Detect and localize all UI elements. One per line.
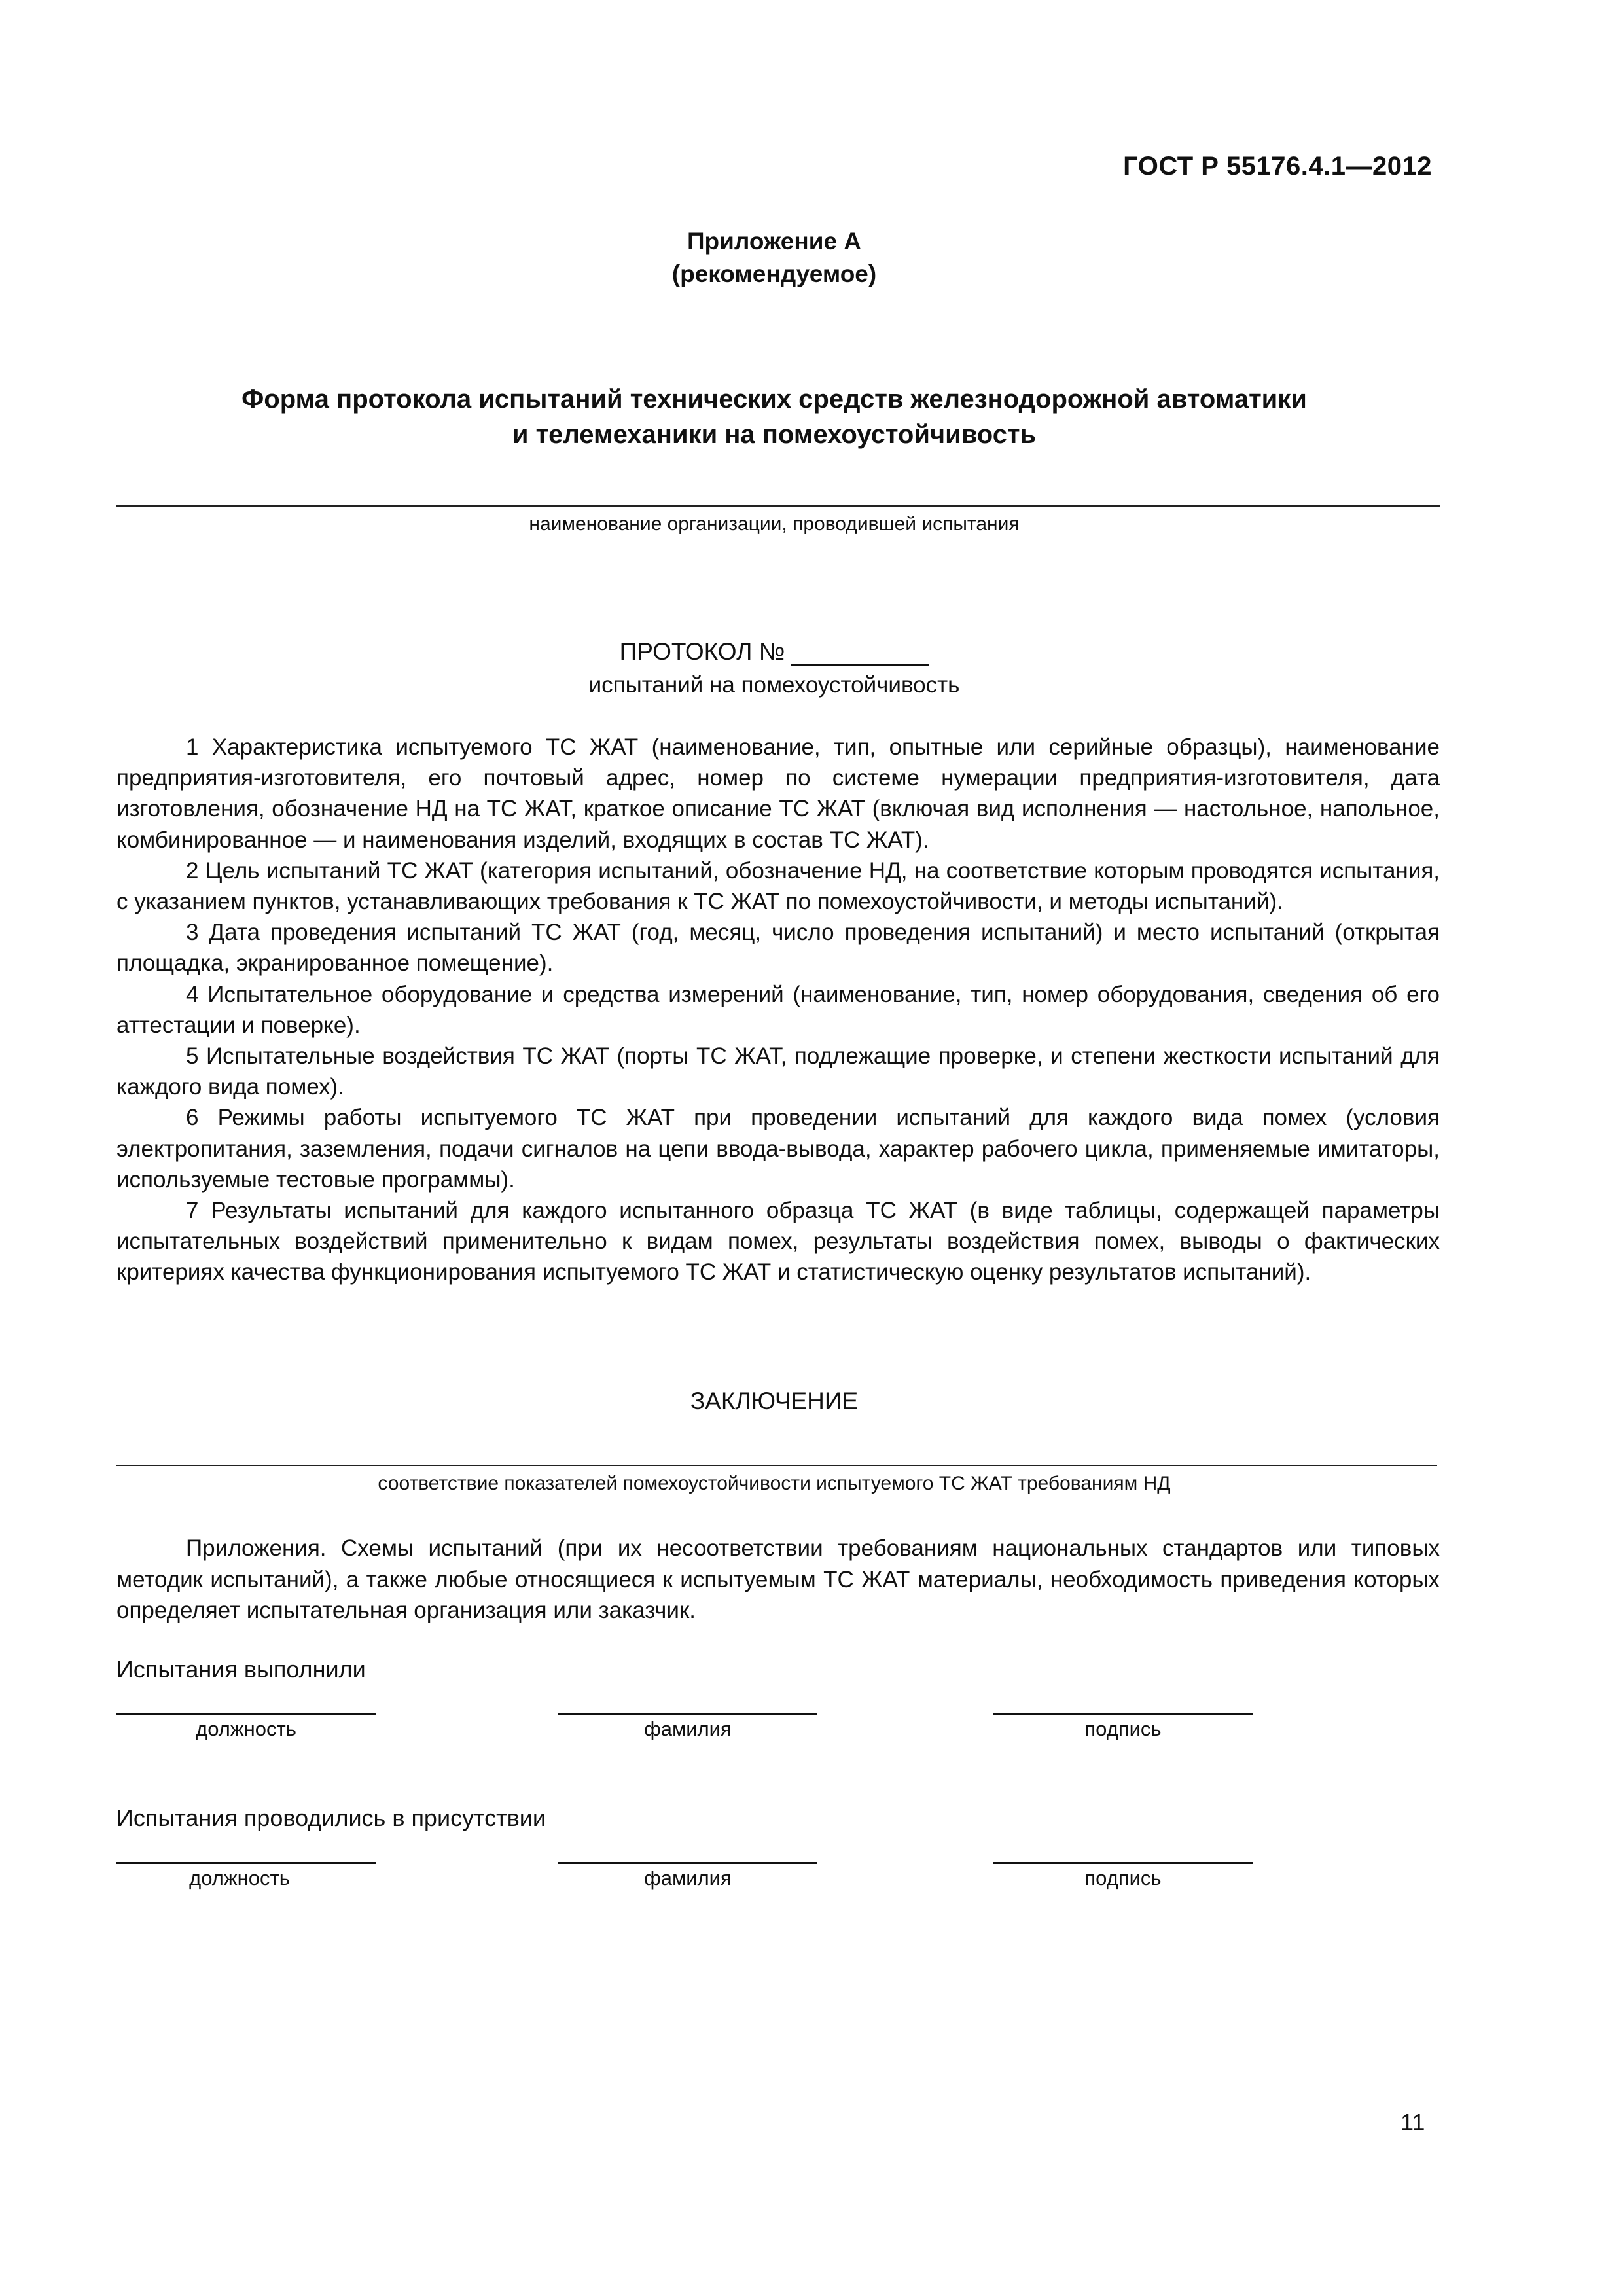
protocol-item-3: 3 Дата проведения испытаний ТС ЖАТ (год, месяц, число проведения испытаний) и место испытаний (открытая площадка, экранированное помещение). — [116, 920, 1440, 977]
annex-title: Приложение А — [687, 228, 862, 255]
protocol-item-7: 7 Результаты испытаний для каждого испытанного образца ТС ЖАТ (в виде таблицы, содержащей параметры испытательных воздействий применительно к видам помех, результаты воздействия помех, выводы о фактических критериях качества функционирования испытуемого ТС ЖАТ и статистическую оценку результатов испытаний). — [116, 1198, 1440, 1285]
protocol-item-6: 6 Режимы работы испытуемого ТС ЖАТ при проведении испытаний для каждого вида помех (условия электропитания, заземления, подачи сигналов на цепи ввода-вывода, характер рабочего цикла, применяемые имитаторы, используемые тестовые программы). — [116, 1105, 1440, 1193]
presence-surname-caption: фамилия — [644, 1867, 732, 1890]
annex-subtitle: (рекомендуемое) — [671, 260, 877, 287]
organization-caption: наименование организации, проводившей испытания — [529, 513, 1020, 535]
form-title-line-1: Форма протокола испытаний технических средств железнодорожной автоматики — [241, 385, 1307, 414]
performed-signature-caption: подпись — [1084, 1717, 1162, 1740]
performed-surname-caption: фамилия — [644, 1717, 732, 1740]
performed-label: Испытания выполнили — [116, 1656, 366, 1683]
form-title — [116, 382, 1432, 452]
protocol-heading — [116, 638, 1432, 666]
performed-signature-line — [993, 1713, 1253, 1715]
page-number: 11 — [1400, 2109, 1425, 2136]
protocol-items — [116, 732, 1440, 1288]
form-title-line-2: и телемеханики на помехоустойчивость — [512, 420, 1037, 449]
presence-signature-caption: подпись — [1084, 1867, 1162, 1890]
protocol-label: ПРОТОКОЛ № — [619, 638, 785, 665]
performed-position-line — [116, 1713, 376, 1715]
conclusion-field-line — [116, 1465, 1437, 1466]
standard-number: ГОСТ Р 55176.4.1—2012 — [1123, 152, 1432, 181]
presence-surname-line — [558, 1862, 817, 1864]
conclusion-title: ЗАКЛЮЧЕНИЕ — [690, 1388, 859, 1414]
protocol-item-2: 2 Цель испытаний ТС ЖАТ (категория испытаний, обозначение НД, на соответствие которым проводятся испытания, с указанием пунктов, устанавливающих требования к ТС ЖАТ по помехоустойчивости, и методы испытаний). — [116, 857, 1440, 915]
conclusion-caption: соответствие показателей помехоустойчивости испытуемого ТС ЖАТ требованиям НД — [378, 1473, 1171, 1494]
protocol-item-4: 4 Испытательное оборудование и средства измерений (наименование, тип, номер оборудования, сведения об его аттестации и поверке). — [116, 981, 1440, 1038]
protocol-subtitle: испытаний на помехоустойчивость — [588, 672, 960, 698]
protocol-item-1: 1 Характеристика испытуемого ТС ЖАТ (наименование, тип, опытные или серийные образцы), наименование предприятия-изготовителя, его почтовый адрес, номер по системе нумерации предприятия-изготовителя, дата изготовления, обозначение НД на ТС ЖАТ, краткое описание ТС ЖАТ (включая вид исполнения — настольное, напольное, комбинированное — и наименования изделий, входящих в состав ТС ЖАТ). — [116, 734, 1440, 853]
presence-position-caption: должность — [189, 1867, 290, 1890]
organization-field-line — [116, 505, 1440, 507]
performed-position-caption: должность — [196, 1717, 296, 1740]
performed-surname-line — [558, 1713, 817, 1715]
attachments-note: Приложения. Схемы испытаний (при их несоответствии требованиям национальных стандартов или типовых методик испытаний), а также любые относящиеся к испытуемым ТС ЖАТ материалы, необходимость приведения которых определяет испытательная организация или заказчик. — [116, 1535, 1440, 1623]
protocol-item-5: 5 Испытательные воздействия ТС ЖАТ (порты ТС ЖАТ, подлежащие проверке, и степени жесткости испытаний для каждого вида помех). — [116, 1043, 1440, 1100]
presence-position-line — [116, 1862, 376, 1864]
presence-label: Испытания проводились в присутствии — [116, 1804, 546, 1831]
protocol-number-blank — [791, 641, 929, 666]
presence-signature-line — [993, 1862, 1253, 1864]
